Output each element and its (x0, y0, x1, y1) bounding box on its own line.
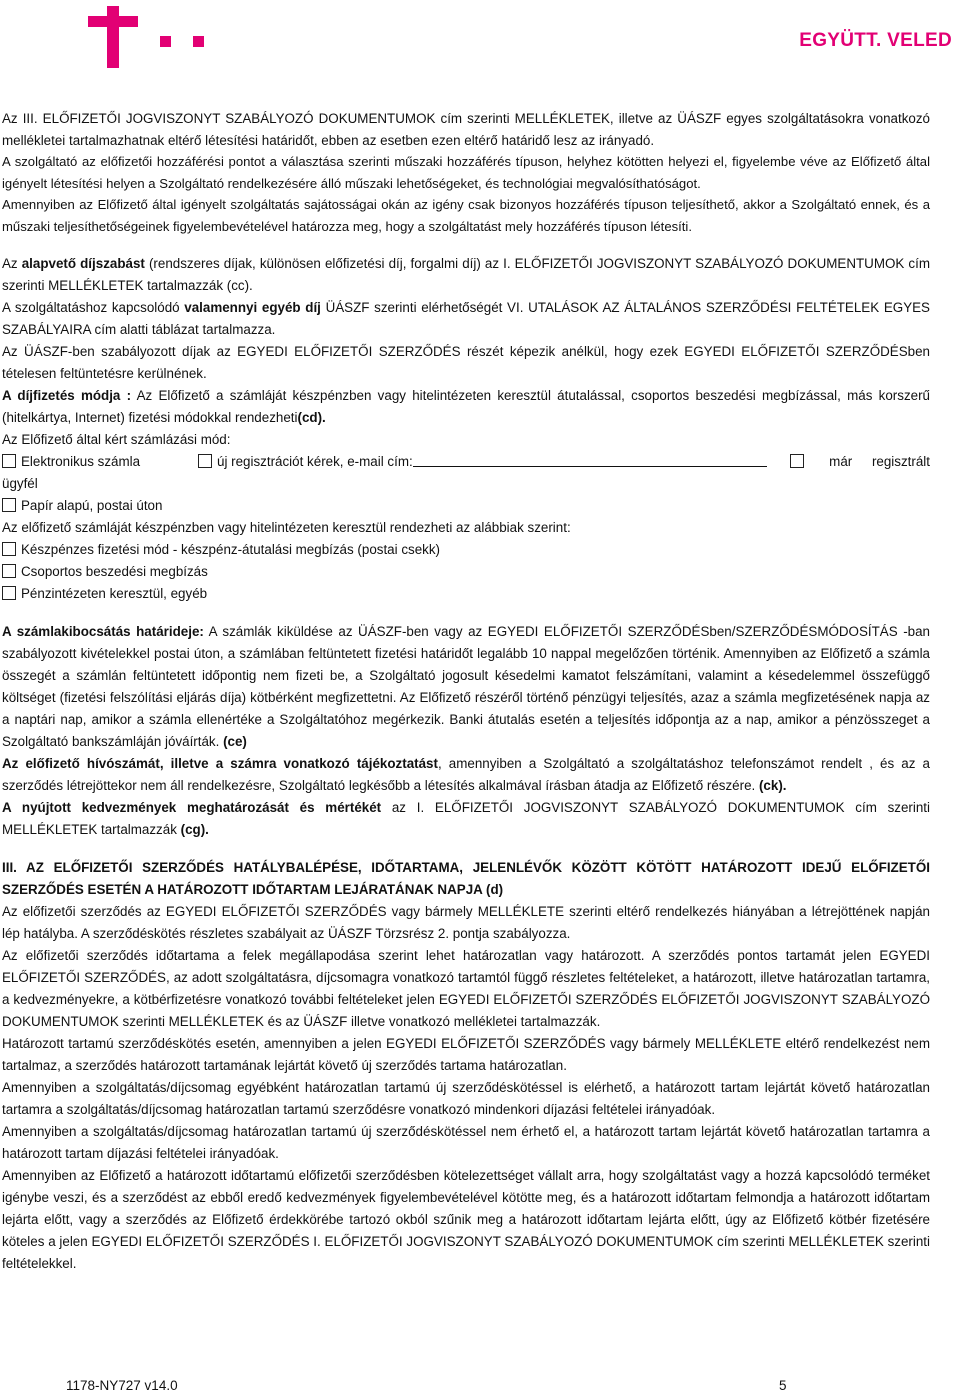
slogan: EGYÜTT. VELED (799, 30, 952, 51)
payment-method-paragraph: A díjfizetés módja : Az Előfizető a számláját készpénzben vagy hitelintézeten keresztül átutalással, csoportos beszedési megbízással, más korszerű (hitelkártya, Internet) fizetési módokkal rendezheti(cd). (2, 388, 930, 425)
checkbox[interactable] (198, 454, 212, 468)
fees-paragraph: A szolgáltatáshoz kapcsolódó valamennyi egyéb díj ÜÁSZF szerinti elérhetőségét VI. UTALÁSOK AZ ÁLTALÁNOS SZERZŐDÉSI FELTÉTELEK EGYES SZABÁLYAIRA cím alatti táblázat tartalmazza. (2, 300, 930, 337)
billing-heading: Az Előfizető által kért számlázási mód: (2, 432, 231, 447)
fees-paragraph: Az alapvető díjszabást (rendszeres díjak, különösen előfizetési díj, forgalmi díj) az I. ELŐFIZETŐI JOGVISZONYT SZABÁLYOZÓ DOKUMENTUMOK cím szerinti MELLÉKLETEK tartalmazzák (cc). (2, 256, 930, 293)
discounts-paragraph: A nyújtott kedvezmények meghatározását és mértékét az I. ELŐFIZETŐI JOGVISZONYT SZABÁLYOZÓ DOKUMENTUMOK cím szerinti MELLÉKLETEK tartalmazzák (cg). (2, 800, 930, 837)
bold-term: alapvető díjszabást (21, 256, 145, 271)
payment-heading: Az előfizető számláját készpénzben vagy hitelintézeten keresztül rendezheti az alábbiak szerint: (2, 520, 571, 535)
paragraph: Az előfizetői szerződés az EGYEDI ELŐFIZETŐI SZERZŐDÉS vagy bármely MELLÉKLETE szerinti eltérő rendelkezés hiányában a létrejöttének napján lép hatályba. A szerződéskötés részletes szabályait az ÜÁSZF Törzsrész 2. pontja szabályozza. (2, 904, 930, 941)
paragraph: Határozott tartamú szerződéskötés esetén, amennyiben a jelen EGYEDI ELŐFIZETŐI SZERZŐDÉS vagy bármely MELLÉKLETE eltérő rendelkezést nem tartalmaz, a szerződés határozott tartamának lejártát követő új szerződés tartama határozatlan. (2, 1036, 930, 1073)
section-heading: III. AZ ELŐFIZETŐI SZERZŐDÉS HATÁLYBALÉPÉSE, IDŐTARTAMA, JELENLÉVŐK KÖZÖTT KÖTÖTT HATÁROZOTT IDEJŰ ELŐFIZETŐI SZERZŐDÉS ESETÉN A HATÁROZOTT IDŐTARTAM LEJÁRATÁNAK NAPJA (d) (2, 860, 930, 897)
billing-option-continued: ügyfél (2, 476, 38, 491)
fees-paragraph: Az ÜÁSZF-ben szabályozott díjak az EGYEDI ELŐFIZETŐI SZERZŐDÉS részét képezik anélkül, hogy ezek EGYEDI ELŐFIZETŐI SZERZŐDÉSben tételesen feltüntetésre kerülnének. (2, 344, 930, 381)
checkbox[interactable] (2, 498, 16, 512)
checkbox[interactable] (2, 564, 16, 578)
payment-option-cash: Készpénzes fizetési mód - készpénz-átutalási megbízás (postai csekk) (2, 539, 930, 561)
document-body (2, 108, 930, 1275)
telekom-logo-icon (88, 6, 138, 68)
billing-option-paper: Papír alapú, postai úton (2, 495, 930, 517)
paragraph: Amennyiben az Előfizető a határozott időtartamú előfizetői szerződésben kötelezettséget vállalt arra, hogy szolgáltatást vagy a hozzá kapcsolódó terméket igénybe veszi, és a szerződést az ebből eredő kedvezmények figyelembevételével kötötte meg, és a határozott időtartam felmondja a határozott időtartam lejárta előtt, vagy a szerződés az Előfizető érdekkörébe tartozó okból szűnik meg a határozott időtartam lejárta előtt, úgy az Előfizető kötbér fizetésére köteles a jelen EGYEDI ELŐFIZETŐI SZERZŐDÉS I. ELŐFIZETŐI JOGVISZONYT SZABÁLYOZÓ DOKUMENTUMOK cím szerinti MELLÉKLETEK szerinti feltételekkel. (2, 1168, 930, 1271)
page-header (0, 0, 960, 80)
checkbox[interactable] (2, 542, 16, 556)
payment-option-bank: Pénzintézeten keresztül, egyéb (2, 583, 930, 605)
paragraph: Amennyiben a szolgáltatás/díjcsomag egyébként határozatlan tartamú új szerződéskötéssel is elérhető, a határozott tartam lejártát követő határozatlan tartamra a szolgáltatás/díjcsomag határozatlan tartamú szerződésre vonatkozó mindenkori díjazási feltételei irányadóak. (2, 1080, 930, 1117)
page-number: 5 (779, 1378, 787, 1393)
paragraph: A szolgáltató az előfizetői hozzáférési pontot a választása szerinti műszaki hozzáférés típuson, helyhez kötötten helyezi el, figyelembe véve az Előfizető által igényelt létesítési helyen a Szolgáltató rendelkezésére álló műszaki lehetőségeket, és technológiai megvalósíthatóságot. (2, 154, 930, 191)
paragraph: Amennyiben az Előfizető által igényelt szolgáltatás sajátosságai okán az igény csak bizonyos hozzáférés típuson teljesíthető, akkor a Szolgáltató ennek, és a műszaki teljesíthetőségeinek figyelembevételével határozza meg, hogy a szolgáltatást mely hozzáférés típuson létesíti. (2, 197, 930, 234)
invoice-deadline-paragraph: A számlakibocsátás határideje: A számlák kiküldése az ÜÁSZF-ben vagy az EGYEDI ELŐFIZETŐI SZERZŐDÉSben/SZERZŐDÉSMÓDOSÍTÁS -ban szabályozott kivételekkel postai úton, a számlában feltüntetett fizetési határidőt legalább 10 nappal megelőzően történik. Amennyiben az Előfizető a számla összegét a számlán feltüntetett időpontig nem fizeti be, a Szolgáltató jogosult késedelmi kamatot felszámítani, valamint a késedelemmel összefüggő költséget (fizetési felszólítási eljárás díja) kötbérként megfizettetni. Az Előfizető részéről történő pénzügyi teljesítés, azaz a számla megfizetésének napja az a naptári nap, amikor a számla ellenértéke a Szolgáltatóhoz megérkezik. Banki átutalás esetén a teljesítés időpontja az a nap, amikor a pénzösszeget a Szolgáltató bankszámláján jóváírták. (ce) (2, 624, 931, 749)
checkbox[interactable] (2, 586, 16, 600)
paragraph: Amennyiben a szolgáltatás/díjcsomag határozatlan tartamú új szerződéskötéssel nem érhető el, a határozott tartam lejártát követő határozatlan tartamra a határozott tartam díjazási feltételei irányadóak. (2, 1124, 930, 1161)
email-field[interactable] (413, 452, 767, 467)
document-id: 1178-NY727 v14.0 (66, 1378, 178, 1393)
paragraph: Az előfizetői szerződés időtartama a felek megállapodása szerint lehet határozatlan vagy határozott. A szerződés pontos tartamát jelen EGYEDI ELŐFIZETŐI SZERZŐDÉS, az adott szolgáltatásra, díjcsomagra vonatkozó tartamtól függő részletes feltételeket, a határozott, illetve határozatlan tartamra, a kedvezményekre, a kötbérfizetésre vonatkozó további feltételeket jelen EGYEDI ELŐFIZETŐI SZERZŐDÉS ELŐFIZETŐI JOGVISZONYT SZABÁLYOZÓ DOKUMENTUMOK szerinti MELLÉKLETEK és az ÜÁSZF illetve vonatkozó mellékletei tartalmazzák. (2, 948, 930, 1029)
billing-option-electronic: Elektronikus számla új regisztrációt kérek, e-mail cím: már regisztrált (2, 451, 930, 473)
checkbox[interactable] (790, 454, 804, 468)
checkbox[interactable] (2, 454, 16, 468)
payment-option-direct-debit: Csoportos beszedési megbízás (2, 561, 930, 583)
callnumber-paragraph: Az előfizető hívószámát, illetve a számra vonatkozó tájékoztatást, amennyiben a Szolgáltató a szolgáltatáshoz telefonszámot rendelt , és az a szerződés létrejöttekor nem áll rendelkezésre, Szolgáltató legkésőbb a létesítés alkalmával írásban átadja az Előfizető részére. (ck). (2, 756, 930, 793)
paragraph: Az III. ELŐFIZETŐI JOGVISZONYT SZABÁLYOZÓ DOKUMENTUMOK cím szerinti MELLÉKLETEK, illetve az ÜÁSZF egyes szolgáltatásokra vonatkozó mellékletei tartalmazhatnak eltérő létesítési határidőt, ebben az esetben ezen eltérő határidő lesz az irányadó. (2, 111, 930, 148)
bold-term: valamennyi egyéb díj (184, 300, 321, 315)
logo-dots-icon (160, 35, 226, 50)
